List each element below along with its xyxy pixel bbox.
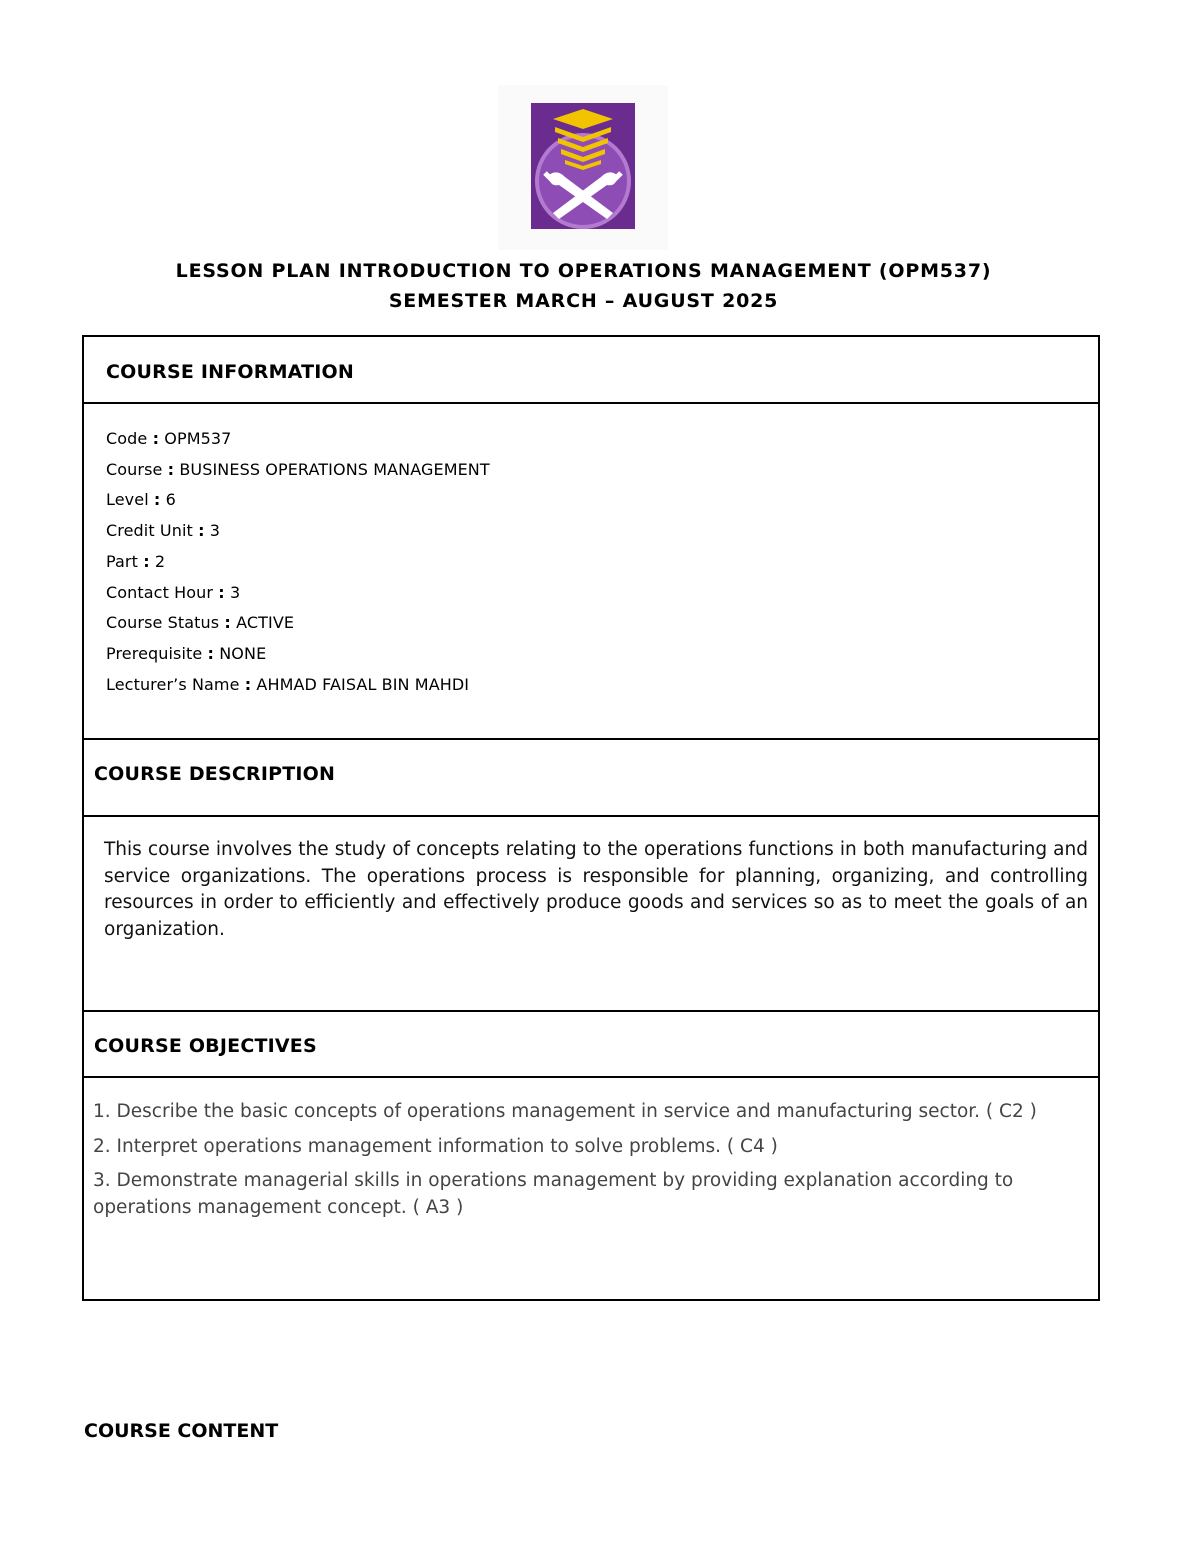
course-objectives-heading: COURSE OBJECTIVES (94, 1035, 317, 1057)
course-content-heading: COURSE CONTENT (84, 1420, 279, 1442)
info-row-course-status: Course Status : ACTIVE (106, 613, 295, 633)
info-value: BUSINESS OPERATIONS MANAGEMENT (179, 459, 490, 479)
info-label: Lecturer’s Name (106, 674, 240, 694)
info-row-level: Level : 6 (106, 490, 176, 510)
document-title: LESSON PLAN INTRODUCTION TO OPERATIONS MANAGEMENT (OPM537) (175, 260, 992, 282)
info-label: Level (106, 490, 149, 510)
info-row-course: Course : BUSINESS OPERATIONS MANAGEMENT (106, 459, 490, 479)
divider (84, 1010, 1098, 1012)
course-information-heading: COURSE INFORMATION (106, 361, 354, 383)
info-label: Course Status (106, 613, 220, 633)
info-row-prerequisite: Prerequisite : NONE (106, 643, 267, 663)
info-label: Credit Unit (106, 521, 193, 541)
info-value: 3 (209, 521, 221, 541)
info-value: NONE (219, 643, 267, 663)
info-value: AHMAD FAISAL BIN MAHDI (256, 674, 470, 694)
semester-subtitle: SEMESTER MARCH – AUGUST 2025 (388, 290, 779, 312)
course-objectives-list (93, 1099, 1053, 1229)
course-description-heading: COURSE DESCRIPTION (94, 763, 336, 785)
info-row-lecturer: Lecturer’s Name : AHMAD FAISAL BIN MAHDI (106, 674, 470, 694)
course-information-list (106, 424, 490, 700)
info-row-part: Part : 2 (106, 551, 166, 571)
university-logo (498, 85, 668, 250)
info-value: ACTIVE (236, 613, 295, 633)
divider (84, 815, 1098, 817)
objective-item: 2. Interpret operations management information to solve problems. ( C4 ) (93, 1135, 778, 1157)
university-crest-icon (531, 103, 635, 229)
info-row-contact-hour: Contact Hour : 3 (106, 582, 241, 602)
divider (84, 738, 1098, 740)
info-label: Prerequisite (106, 643, 203, 663)
info-value: 2 (154, 551, 166, 571)
info-label: Contact Hour (106, 582, 214, 602)
objective-item: 3. Demonstrate managerial skills in operations management by providing explanation according to operations management concept. ( A3 ) (93, 1170, 1014, 1218)
lesson-plan-table (82, 335, 1100, 1301)
course-description-text: This course involves the study of concepts relating to the operations functions in both manufacturing and service organizations. The operations process is responsible for planning, organizing, and controlling resources in order to efficiently and effectively produce goods and services so as to meet the goals of an organization. (104, 839, 1088, 940)
info-label: Course (106, 459, 163, 479)
objective-item: 1. Describe the basic concepts of operations management in service and manufacturing sector. ( C2 ) (93, 1101, 1037, 1122)
info-row-credit-unit: Credit Unit : 3 (106, 521, 221, 541)
info-value: OPM537 (164, 429, 232, 448)
divider (84, 402, 1098, 404)
divider (84, 1076, 1098, 1078)
info-row-code: Code : OPM537 (106, 429, 232, 448)
info-value: 3 (229, 582, 241, 602)
info-value: 6 (165, 490, 176, 510)
info-label: Part (106, 551, 138, 571)
info-label: Code (106, 429, 148, 448)
